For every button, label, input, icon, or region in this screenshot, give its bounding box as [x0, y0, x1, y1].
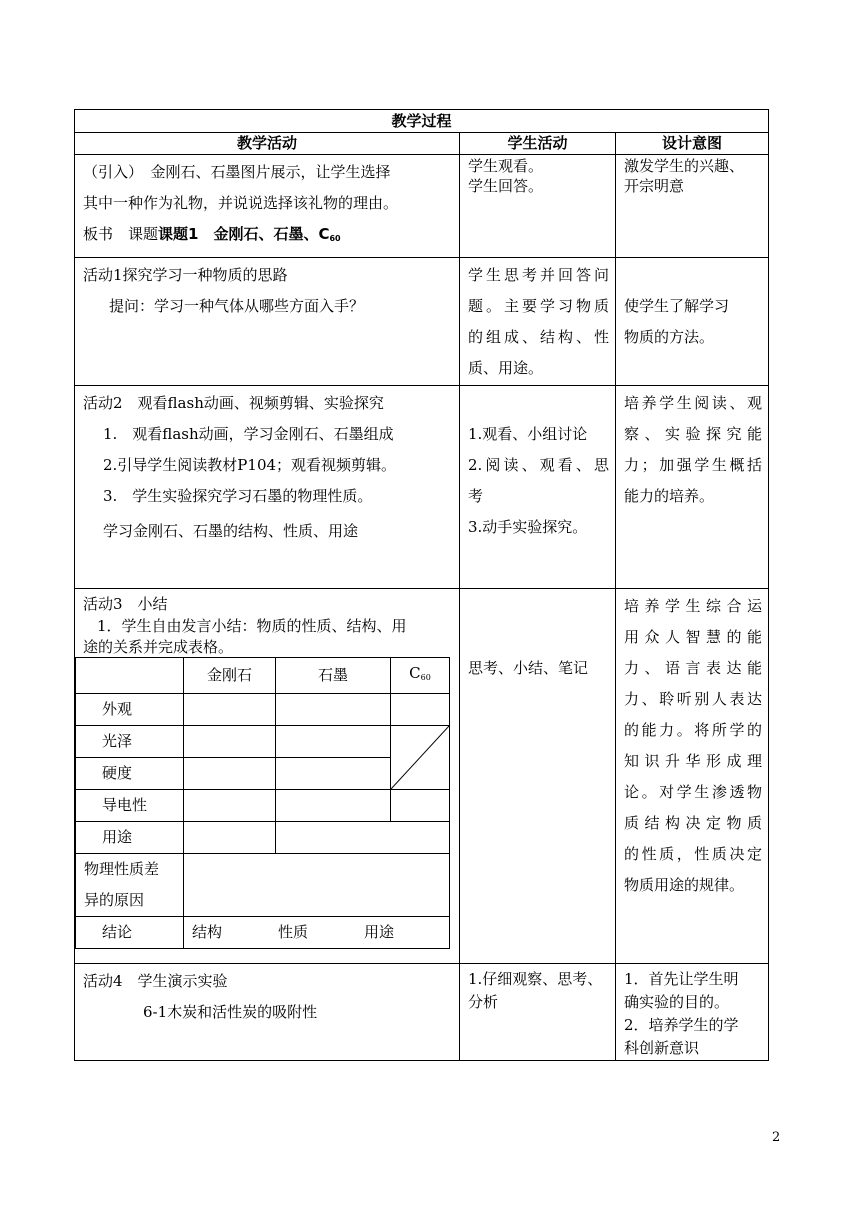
text-line: 题。主要学习物质 — [468, 297, 609, 315]
table-row — [75, 964, 769, 1061]
text-line: （引入） 金刚石、石墨图片展示，让学生选择 — [83, 163, 391, 181]
student-cell — [460, 155, 616, 258]
text-line: 确实验的目的。 — [624, 993, 730, 1011]
intent-cell — [616, 258, 769, 386]
text-line: 6-1木炭和活性炭的吸附性 — [143, 1003, 318, 1021]
conclusion-label: 结论 — [76, 917, 184, 949]
blank-cell — [276, 758, 391, 790]
row-label: 硬度 — [76, 758, 184, 790]
teaching-process-table — [74, 109, 769, 1061]
diagonal-line — [391, 726, 449, 789]
student-cell — [460, 964, 616, 1061]
student-cell — [460, 386, 616, 589]
row-label: 光泽 — [76, 726, 184, 758]
comparison-row — [76, 822, 450, 854]
header-intent: 设计意图 — [616, 133, 769, 155]
text-line: 途的关系并完成表格。 — [83, 638, 234, 656]
comparison-row — [76, 917, 450, 949]
table-row — [75, 589, 769, 964]
page-number: 2 — [772, 1130, 781, 1145]
text-line: 科创新意识 — [624, 1039, 700, 1057]
text-line: 学生回答。 — [468, 177, 544, 195]
text-line: 物质用途的规律。 — [624, 876, 745, 894]
text-line: 物理性质差 — [84, 860, 160, 878]
reason-label — [76, 854, 184, 917]
text-line: 1.仔细观察、思考、 — [468, 970, 603, 988]
comparison-table — [75, 657, 450, 949]
text-line: 的组成、结构、性 — [468, 328, 609, 346]
text-line: 物质的方法。 — [624, 328, 715, 346]
row-label: 导电性 — [76, 790, 184, 822]
text-line: 异的原因 — [84, 891, 145, 909]
table-row — [75, 155, 769, 258]
row-label: 外观 — [76, 694, 184, 726]
intent-cell — [616, 964, 769, 1061]
text-line: 学习金刚石、石墨的结构、性质、用途 — [103, 522, 359, 540]
text-line: 力、语言表达能 — [624, 659, 763, 677]
board-title — [158, 225, 341, 243]
text-line: 分析 — [468, 993, 499, 1011]
board-subscript: 60 — [329, 234, 341, 243]
text-line: 思考、小结、笔记 — [468, 659, 589, 677]
text-line: 活动1探究学习一种物质的思路 — [83, 266, 288, 284]
corner-cell — [76, 658, 184, 694]
blank-cell — [391, 694, 450, 726]
activity-cell — [75, 386, 460, 589]
blank-cell — [184, 854, 450, 917]
text-line: 提问：学习一种气体从哪些方面入手？ — [109, 297, 365, 315]
activity-cell — [75, 155, 460, 258]
col-graphite: 石墨 — [276, 658, 391, 694]
intent-cell — [616, 386, 769, 589]
blank-cell — [276, 694, 391, 726]
board-line — [83, 219, 451, 254]
text-line: 的能力。将所学的 — [624, 721, 763, 739]
text-line: 3.动手实验探究。 — [468, 518, 588, 536]
text-line: 2．培养学生的学 — [624, 1016, 739, 1034]
blank-cell — [276, 726, 391, 758]
text-line: 开宗明意 — [624, 177, 685, 195]
student-cell — [460, 589, 616, 964]
conclusion-item: 结构 — [192, 923, 223, 941]
title-row — [75, 110, 769, 133]
col-diamond: 金刚石 — [184, 658, 276, 694]
text-line: 激发学生的兴趣、 — [624, 157, 745, 175]
text-line: 3. 学生实验探究学习石墨的物理性质。 — [103, 487, 373, 505]
text-line: 培养学生综合运 — [624, 597, 763, 615]
comparison-row — [76, 694, 450, 726]
activity-cell — [75, 589, 460, 964]
text-line: 力；加强学生概括 — [624, 456, 763, 474]
text-line: 活动3 小结 — [83, 595, 168, 613]
text-line: 质、用途。 — [468, 359, 544, 377]
col-c60-subscript: 60 — [420, 673, 431, 682]
row-label: 用途 — [76, 822, 184, 854]
blank-cell — [184, 790, 276, 822]
table-title: 教学过程 — [75, 110, 769, 133]
text-line: 论。对学生渗透物 — [624, 783, 763, 801]
blank-cell — [184, 694, 276, 726]
blank-cell — [184, 726, 276, 758]
table-row — [75, 386, 769, 589]
comparison-row — [76, 854, 450, 917]
text-line: 活动2 观看flash动画、视频剪辑、实验探究 — [83, 394, 384, 412]
text-line: 1. 观看flash动画，学习金刚石、石墨组成 — [103, 425, 394, 443]
col-c60-text: C — [409, 664, 421, 682]
text-line: 使学生了解学习 — [624, 297, 730, 315]
comparison-row — [76, 726, 450, 758]
activity-cell — [75, 964, 460, 1061]
conclusion-item: 性质 — [278, 923, 309, 941]
text-line: 的性质，性质决定 — [624, 845, 763, 863]
text-line: 其中一种作为礼物，并说说选择该礼物的理由。 — [83, 194, 399, 212]
text-line: 用众人智慧的能 — [624, 628, 763, 646]
comparison-header-row — [76, 658, 450, 694]
comparison-row — [76, 790, 450, 822]
header-activity: 教学活动 — [75, 133, 460, 155]
text-line: 2.引导学生阅读教材P104；观看视频剪辑。 — [103, 456, 397, 474]
student-cell — [460, 258, 616, 386]
board-prefix: 板书 课题 — [83, 225, 159, 243]
col-c60 — [391, 658, 450, 694]
conclusion-cell — [184, 917, 450, 949]
text-line: 1．首先让学生明 — [624, 970, 739, 988]
text-line: 质结构决定物质 — [624, 814, 763, 832]
text-line: 学生观看。 — [468, 157, 544, 175]
text-line: 2.阅读、观看、思 — [468, 456, 609, 474]
text-line: 学生思考并回答问 — [468, 266, 609, 284]
blank-cell — [184, 758, 276, 790]
text-line: 考 — [468, 487, 484, 505]
diagonal-cell — [391, 726, 450, 790]
blank-cell — [184, 822, 276, 854]
board-title-text: 课题1 金刚石、石墨、C — [158, 225, 330, 243]
intent-cell — [616, 589, 769, 964]
blank-cell — [391, 790, 450, 822]
text-line: 察、实验探究能 — [624, 425, 763, 443]
blank-cell — [276, 790, 391, 822]
text-line: 1.观看、小组讨论 — [468, 425, 588, 443]
text-line: 1．学生自由发言小结：物质的性质、结构、用 — [97, 617, 407, 635]
text-line: 知识升华形成理 — [624, 752, 763, 770]
conclusion-item: 用途 — [364, 923, 395, 941]
table-row — [75, 258, 769, 386]
text-line: 力、聆听别人表达 — [624, 690, 763, 708]
header-row — [75, 133, 769, 155]
header-student: 学生活动 — [460, 133, 616, 155]
text-line: 能力的培养。 — [624, 487, 715, 505]
intent-cell — [616, 155, 769, 258]
text-line: 培养学生阅读、观 — [624, 394, 763, 412]
blank-cell — [276, 822, 450, 854]
activity-cell — [75, 258, 460, 386]
text-line: 活动4 学生演示实验 — [83, 972, 228, 990]
